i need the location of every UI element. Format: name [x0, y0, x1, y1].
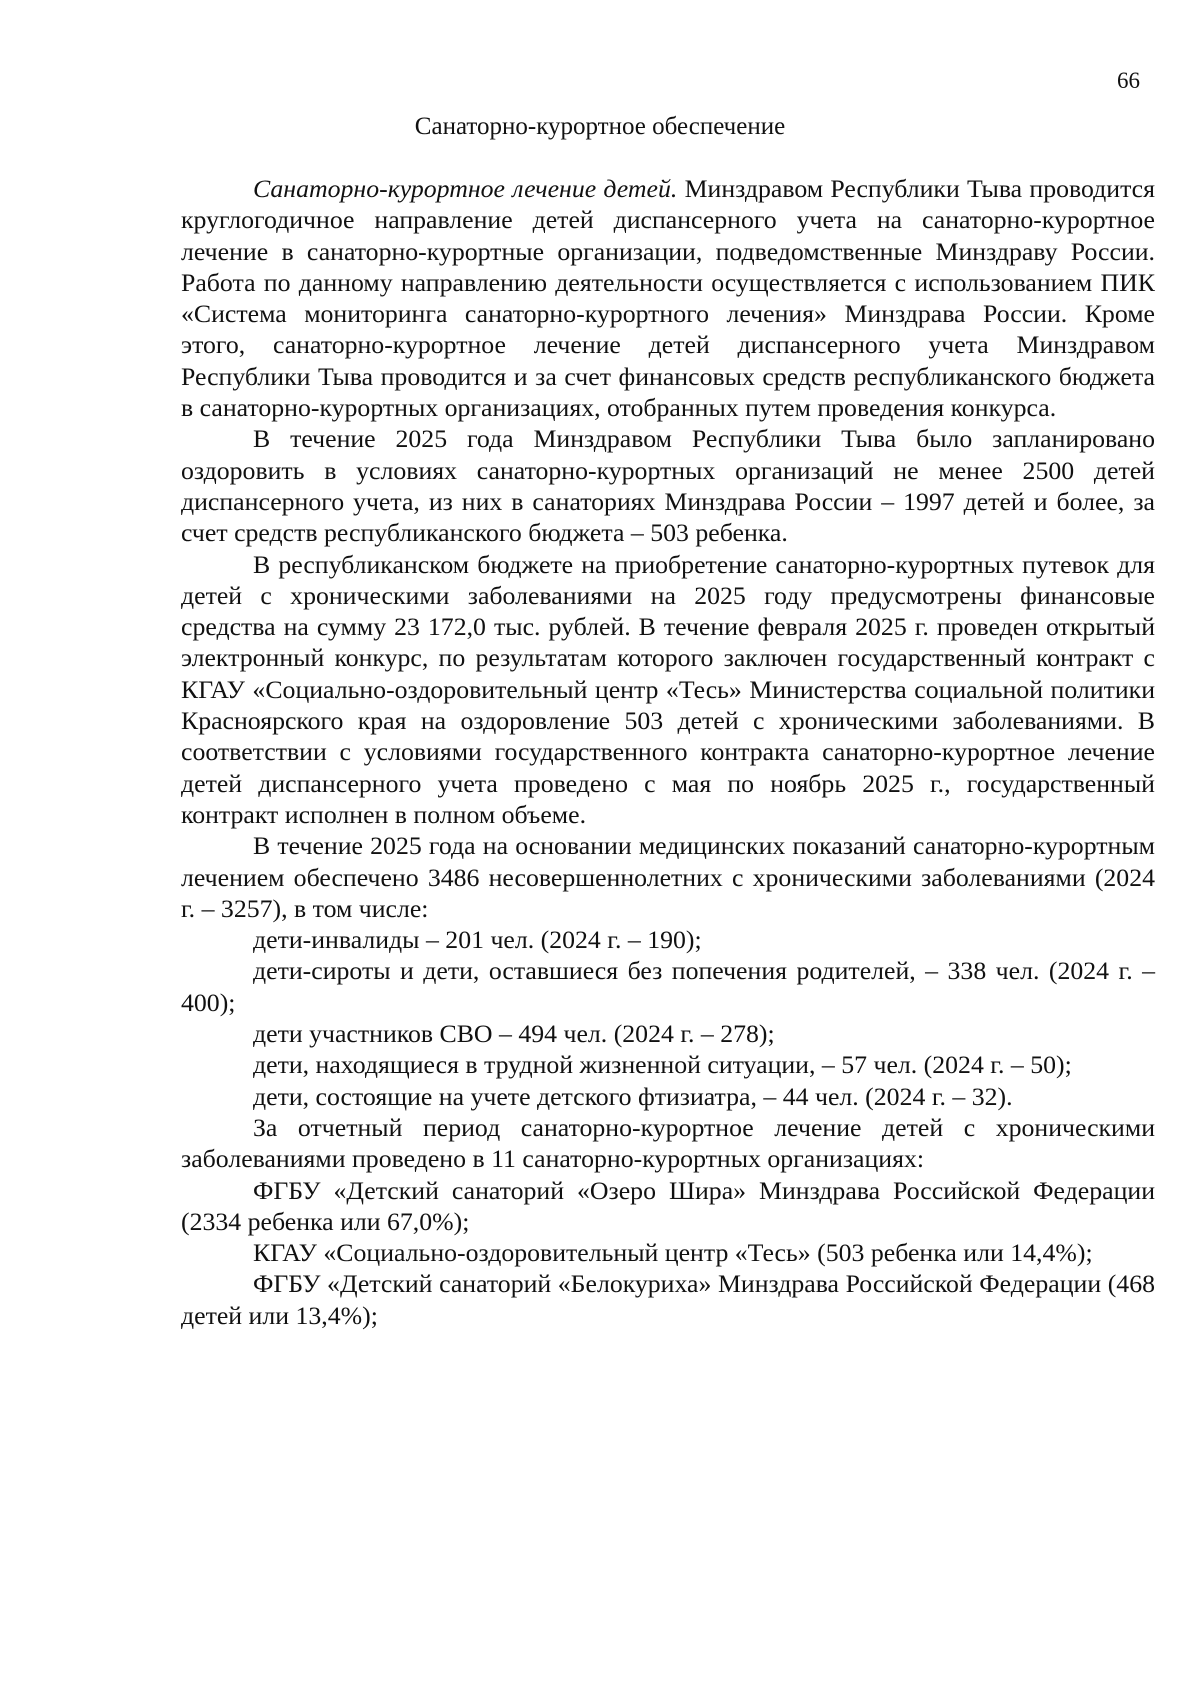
list-item: дети, находящиеся в трудной жизненной ситуации, – 57 чел. (2024 г. – 50);: [253, 1050, 1072, 1080]
list-item: дети-сироты и дети, оставшиеся без попечения родителей, – 338 чел. (2024 г. – 400);: [181, 956, 1155, 1017]
list-item: ФГБУ «Детский санаторий «Белокуриха» Минздрава Российской Федерации (468 детей или 13,4%);: [181, 1269, 1155, 1330]
list-item: КГАУ «Социально-оздоровительный центр «Тесь» (503 ребенка или 14,4%);: [253, 1238, 1093, 1268]
paragraph-text: Минздравом Республики Тыва проводится круглогодичное направление детей диспансерного учета на санаторно-курортное лечение в санаторно-курортные организации, подведомственные Минздраву России. Работа по данному направлению деятельности осуществляется с использованием ПИК «Система мониторинга санаторно-курортного лечения» Минздрава России. Кроме этого, санаторно-курортное лечение детей диспансерного учета Минздравом Республики Тыва проводится и за счет финансовых средств республиканского бюджета в санаторно-курортных организациях, отобранных путем проведения конкурса.: [181, 174, 1155, 423]
paragraph: В течение 2025 года Минздравом Республики Тыва было запланировано оздоровить в условиях санаторно-курортных организаций не менее 2500 детей диспансерного учета, из них в санаториях Минздрава России – 1997 детей и более, за счет средств республиканского бюджета – 503 ребенка.: [181, 424, 1155, 548]
list-item: ФГБУ «Детский санаторий «Озеро Шира» Минздрава Российской Федерации (2334 ребенка или 67,0%);: [181, 1175, 1155, 1236]
paragraph: За отчетный период санаторно-курортное лечение детей с хроническими заболеваниями проведено в 11 санаторно-курортных организациях:: [181, 1112, 1155, 1174]
paragraph: [181, 173, 1155, 423]
paragraph-lead: Санаторно-курортное лечение детей.: [253, 174, 678, 203]
list-item: дети участников СВО – 494 чел. (2024 г. – 278);: [253, 1019, 775, 1049]
page-number: 66: [1117, 68, 1140, 93]
paragraph: В республиканском бюджете на приобретение санаторно-курортных путевок для детей с хроническими заболеваниями на 2025 году предусмотрены финансовые средства на сумму 23 172,0 тыс. рублей. В течение февраля 2025 г. проведен открытый электронный конкурс, по результатам которого заключен государственный контракт с КГАУ «Социально-оздоровительный центр «Тесь» Министерства социальной политики Красноярского края на оздоровление 503 детей с хроническими заболеваниями. В соответствии с условиями государственного контракта санаторно-курортное лечение детей диспансерного учета проведено с мая по ноябрь 2025 г., государственный контракт исполнен в полном объеме.: [181, 549, 1155, 829]
document-body: [181, 173, 1155, 1331]
paragraph: В течение 2025 года на основании медицинских показаний санаторно-курортным лечением обеспечено 3486 несовершеннолетних с хроническими заболеваниями (2024 г. – 3257), в том числе:: [181, 831, 1155, 923]
list-item: дети-инвалиды – 201 чел. (2024 г. – 190);: [253, 925, 702, 955]
section-title: Санаторно-курортное обеспечение: [414, 113, 786, 140]
list-item: дети, состоящие на учете детского фтизиатра, – 44 чел. (2024 г. – 32).: [253, 1081, 1013, 1111]
